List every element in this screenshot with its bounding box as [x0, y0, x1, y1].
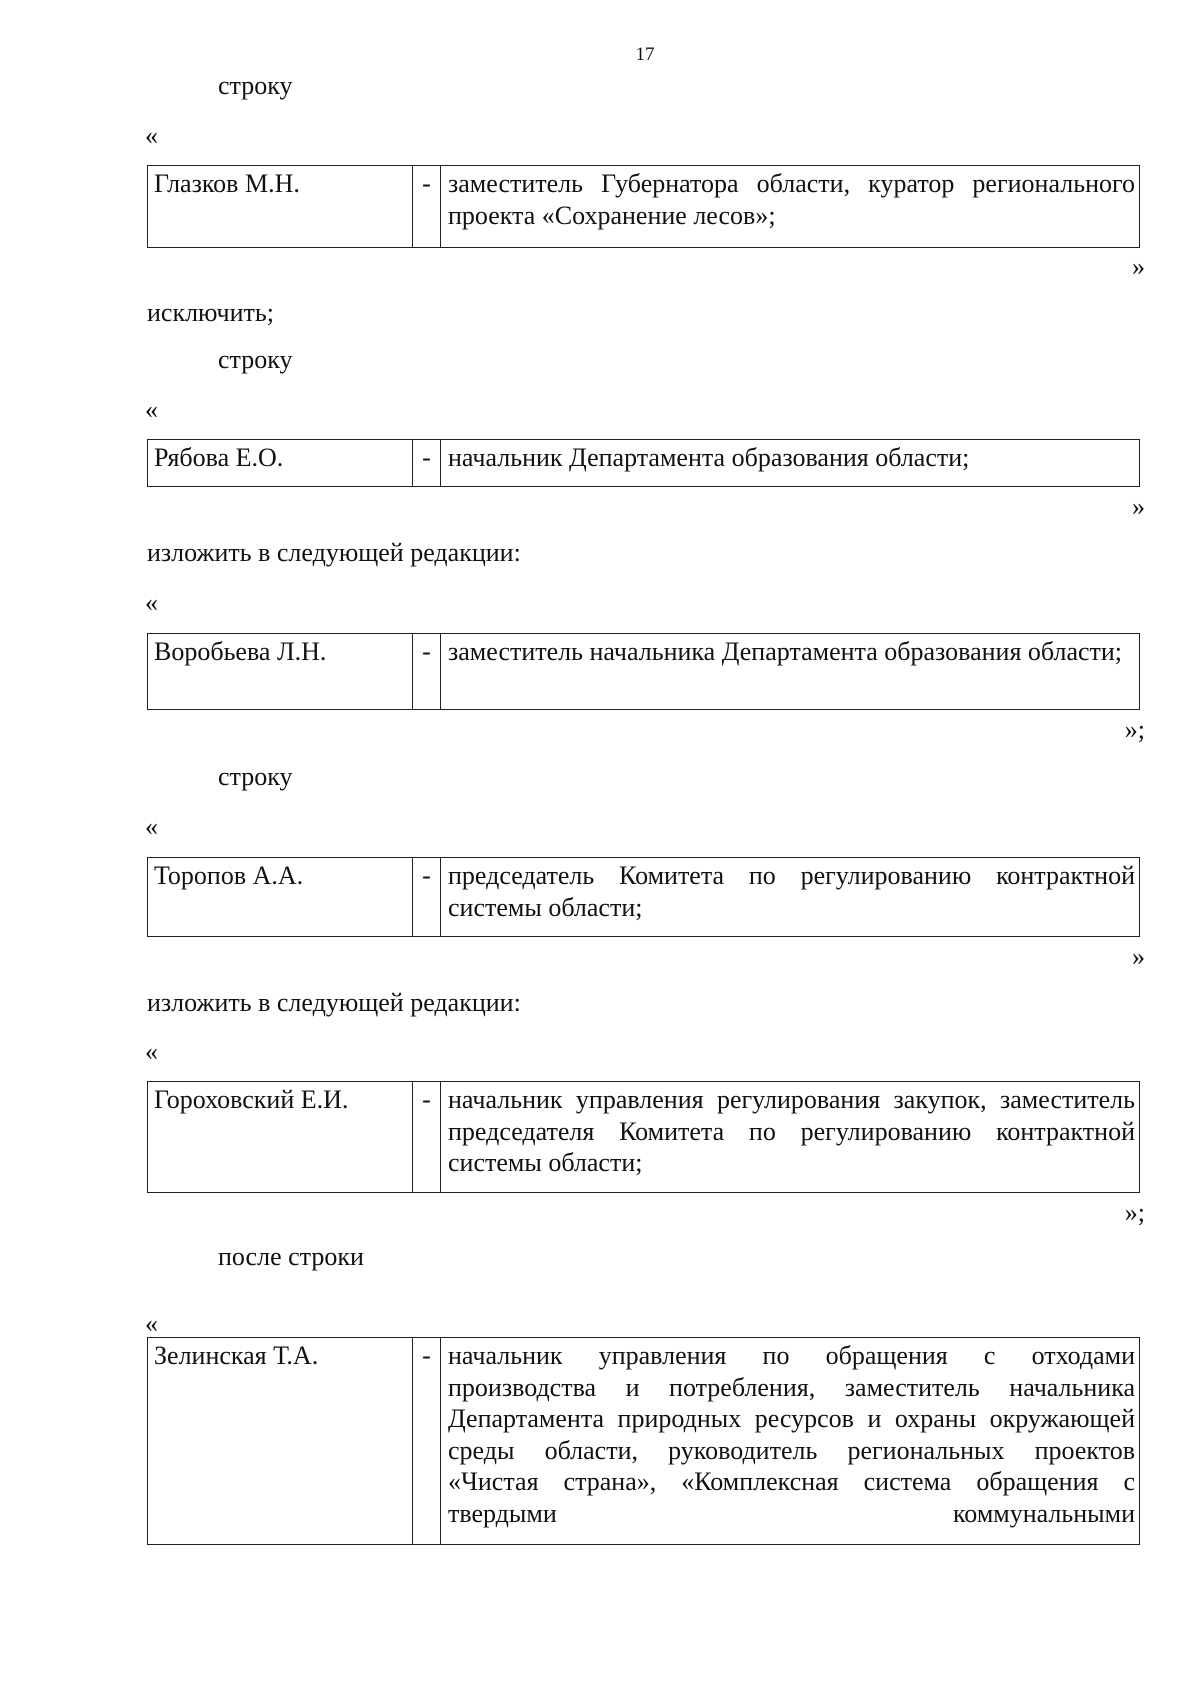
- table-row: [147, 1081, 1140, 1193]
- position-description: заместитель Губернатора области, куратор регионального проекта «Сохранение лесов»;: [448, 169, 1135, 230]
- dash-separator: -: [413, 634, 441, 709]
- position-description: начальник управления регулирования закупок, заместитель председателя Комитета по регулированию контрактной системы области;: [448, 1085, 1135, 1177]
- table-row: [147, 1337, 1140, 1545]
- close-quote: »;: [1124, 715, 1145, 744]
- person-name: Зелинская Т.А.: [148, 1338, 413, 1544]
- close-quote: »: [1132, 492, 1145, 521]
- instruction-text: строку: [218, 71, 293, 100]
- instruction-text: строку: [218, 345, 293, 374]
- action-text: изложить в следующей редакции:: [147, 988, 521, 1017]
- open-quote: «: [145, 1037, 158, 1066]
- table-row: [147, 439, 1140, 487]
- position-description: начальник управления по обращения с отходами производства и потребления, заместитель начальника Департамента природных ресурсов и охраны окружающей среды области, руководитель региональных проектов «Чистая страна», «Комплексная система обращения с твердыми коммунальными: [448, 1341, 1135, 1528]
- instruction-text: после строки: [218, 1242, 364, 1271]
- person-name: Воробьева Л.Н.: [148, 634, 413, 709]
- action-text: изложить в следующей редакции:: [147, 538, 521, 567]
- dash-separator: -: [413, 1338, 441, 1544]
- person-name: Торопов А.А.: [148, 858, 413, 936]
- table-row: [147, 633, 1140, 710]
- position-description: начальник Департамента образования области;: [448, 443, 970, 472]
- position-description: председатель Комитета по регулированию контрактной системы области;: [448, 861, 1135, 922]
- close-quote: »: [1132, 252, 1145, 281]
- table-row: [147, 165, 1140, 248]
- dash-separator: -: [413, 858, 441, 936]
- table-row: [147, 857, 1140, 937]
- open-quote: «: [145, 812, 158, 841]
- open-quote: «: [145, 588, 158, 617]
- person-name: Рябова Е.О.: [148, 440, 413, 486]
- person-name: Глазков М.Н.: [148, 166, 413, 247]
- open-quote: «: [145, 1309, 158, 1338]
- page-number: 17: [635, 44, 655, 65]
- person-name: Гороховский Е.И.: [148, 1082, 413, 1192]
- close-quote: »: [1132, 942, 1145, 971]
- action-text: исключить;: [147, 298, 274, 327]
- dash-separator: -: [413, 440, 441, 486]
- dash-separator: -: [413, 1082, 441, 1192]
- dash-separator: -: [413, 166, 441, 247]
- position-description: заместитель начальника Департамента образования области;: [448, 637, 1123, 666]
- instruction-text: строку: [218, 762, 293, 791]
- close-quote: »;: [1124, 1198, 1145, 1227]
- open-quote: «: [145, 121, 158, 150]
- open-quote: «: [145, 395, 158, 424]
